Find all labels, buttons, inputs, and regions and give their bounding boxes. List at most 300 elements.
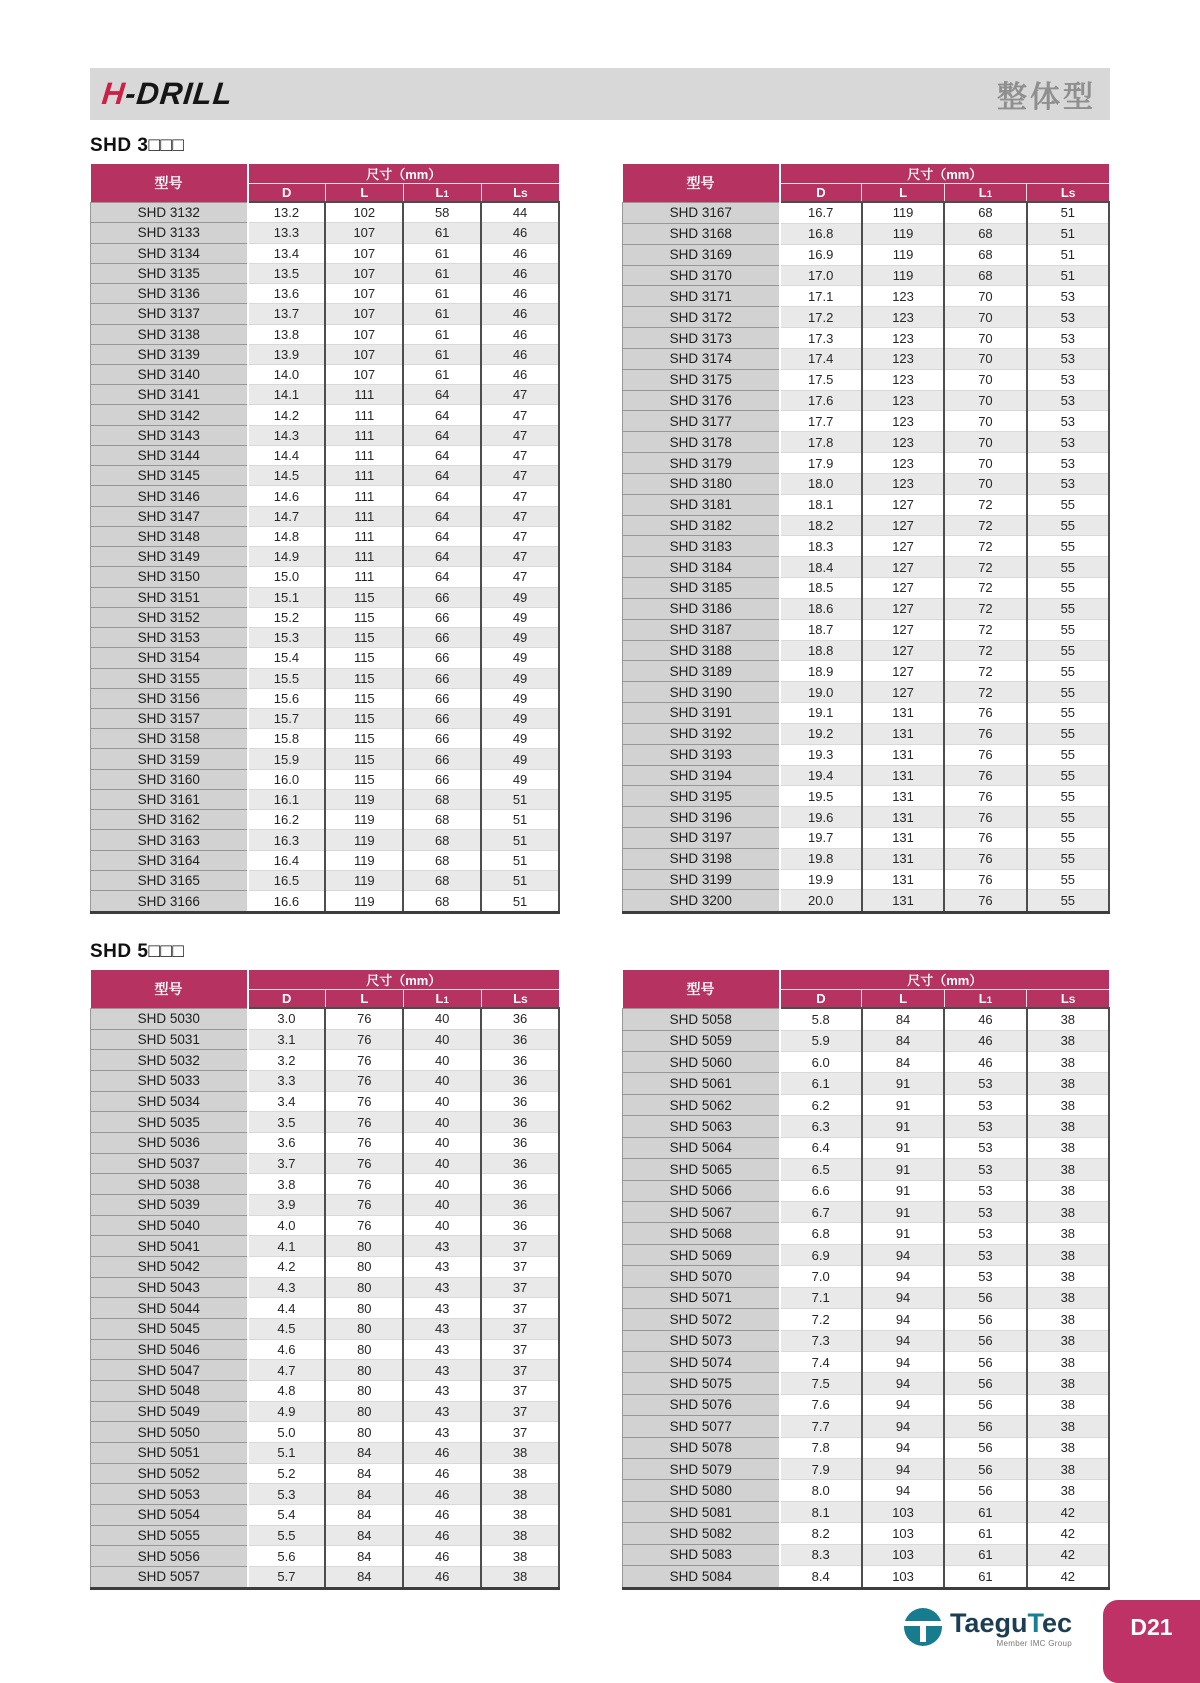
- value-cell: 15.6: [248, 688, 326, 708]
- value-cell: 14.3: [248, 425, 326, 445]
- value-cell: 72: [944, 494, 1026, 515]
- model-cell: SHD 3166: [91, 891, 248, 913]
- model-cell: SHD 3174: [623, 348, 780, 369]
- table-row: [623, 1330, 1110, 1351]
- value-cell: 40: [403, 1133, 481, 1154]
- model-cell: SHD 3193: [623, 744, 780, 765]
- table-row: [91, 1174, 560, 1195]
- value-cell: 70: [944, 286, 1026, 307]
- value-cell: 8.2: [780, 1523, 862, 1544]
- value-cell: 14.9: [248, 547, 326, 567]
- value-cell: 123: [862, 307, 944, 328]
- dim-column-header: LS: [1027, 184, 1109, 203]
- value-cell: 131: [862, 703, 944, 724]
- value-cell: 107: [325, 365, 403, 385]
- table-row: [91, 304, 560, 324]
- model-cell: SHD 3165: [91, 870, 248, 890]
- model-cell: SHD 5058: [623, 1008, 780, 1030]
- table-row: [623, 848, 1110, 869]
- dimensions-header: 尺寸（mm）: [780, 164, 1110, 184]
- value-cell: 115: [325, 769, 403, 789]
- value-cell: 13.7: [248, 304, 326, 324]
- table-row: [623, 786, 1110, 807]
- value-cell: 36: [481, 1153, 559, 1174]
- value-cell: 55: [1027, 786, 1109, 807]
- value-cell: 51: [481, 891, 559, 913]
- value-cell: 42: [1027, 1544, 1109, 1565]
- value-cell: 17.8: [780, 432, 862, 453]
- value-cell: 38: [1027, 1330, 1109, 1351]
- value-cell: 55: [1027, 578, 1109, 599]
- model-cell: SHD 3184: [623, 557, 780, 578]
- value-cell: 15.8: [248, 729, 326, 749]
- value-cell: 91: [862, 1094, 944, 1115]
- value-cell: 68: [403, 789, 481, 809]
- model-cell: SHD 5040: [91, 1215, 248, 1236]
- value-cell: 119: [325, 789, 403, 809]
- value-cell: 51: [1027, 265, 1109, 286]
- value-cell: 111: [325, 466, 403, 486]
- value-cell: 68: [403, 810, 481, 830]
- value-cell: 15.3: [248, 628, 326, 648]
- value-cell: 38: [1027, 1480, 1109, 1501]
- value-cell: 5.6: [248, 1546, 326, 1567]
- value-cell: 53: [1027, 369, 1109, 390]
- value-cell: 111: [325, 506, 403, 526]
- value-cell: 53: [944, 1159, 1026, 1180]
- value-cell: 49: [481, 769, 559, 789]
- value-cell: 46: [403, 1442, 481, 1463]
- value-cell: 84: [325, 1546, 403, 1567]
- value-cell: 51: [481, 810, 559, 830]
- value-cell: 4.7: [248, 1360, 326, 1381]
- value-cell: 8.3: [780, 1544, 862, 1565]
- model-cell: SHD 3188: [623, 640, 780, 661]
- value-cell: 49: [481, 587, 559, 607]
- dim-column-header: LS: [481, 990, 559, 1009]
- dim-column-header: D: [248, 184, 326, 203]
- value-cell: 14.4: [248, 445, 326, 465]
- value-cell: 76: [944, 890, 1026, 913]
- value-cell: 84: [862, 1030, 944, 1051]
- table-row: [623, 619, 1110, 640]
- value-cell: 51: [481, 789, 559, 809]
- model-cell: SHD 5084: [623, 1566, 780, 1589]
- value-cell: 72: [944, 536, 1026, 557]
- value-cell: 43: [403, 1318, 481, 1339]
- value-cell: 3.2: [248, 1050, 326, 1071]
- table-row: [623, 494, 1110, 515]
- model-cell: SHD 3197: [623, 828, 780, 849]
- value-cell: 37: [481, 1298, 559, 1319]
- value-cell: 38: [1027, 1266, 1109, 1287]
- value-cell: 13.6: [248, 284, 326, 304]
- model-cell: SHD 3158: [91, 729, 248, 749]
- value-cell: 4.8: [248, 1380, 326, 1401]
- value-cell: 115: [325, 607, 403, 627]
- value-cell: 14.5: [248, 466, 326, 486]
- value-cell: 55: [1027, 765, 1109, 786]
- value-cell: 4.1: [248, 1236, 326, 1257]
- dim-column-header: L: [862, 184, 944, 203]
- model-cell: SHD 3163: [91, 830, 248, 850]
- value-cell: 7.1: [780, 1287, 862, 1308]
- value-cell: 58: [403, 202, 481, 223]
- value-cell: 14.7: [248, 506, 326, 526]
- value-cell: 40: [403, 1029, 481, 1050]
- value-cell: 53: [944, 1201, 1026, 1222]
- value-cell: 76: [944, 723, 1026, 744]
- table-row: [91, 405, 560, 425]
- value-cell: 61: [944, 1501, 1026, 1522]
- value-cell: 43: [403, 1236, 481, 1257]
- value-cell: 19.6: [780, 807, 862, 828]
- value-cell: 127: [862, 640, 944, 661]
- table-row: [91, 1133, 560, 1154]
- value-cell: 53: [944, 1137, 1026, 1158]
- value-cell: 37: [481, 1257, 559, 1278]
- value-cell: 68: [944, 265, 1026, 286]
- table-row: [91, 830, 560, 850]
- value-cell: 46: [403, 1504, 481, 1525]
- value-cell: 53: [1027, 328, 1109, 349]
- value-cell: 4.9: [248, 1401, 326, 1422]
- model-cell: SHD 3186: [623, 598, 780, 619]
- shd5-table-right: [622, 970, 1110, 1590]
- value-cell: 123: [862, 390, 944, 411]
- value-cell: 13.4: [248, 243, 326, 263]
- section-shd5: [90, 941, 1110, 1590]
- value-cell: 38: [1027, 1416, 1109, 1437]
- value-cell: 84: [325, 1566, 403, 1588]
- shd5-tables-row: [90, 970, 1110, 1590]
- table-row: [91, 1112, 560, 1133]
- value-cell: 61: [944, 1566, 1026, 1589]
- value-cell: 38: [1027, 1159, 1109, 1180]
- value-cell: 49: [481, 688, 559, 708]
- table-row: [91, 1071, 560, 1092]
- value-cell: 72: [944, 598, 1026, 619]
- value-cell: 37: [481, 1422, 559, 1443]
- value-cell: 13.8: [248, 324, 326, 344]
- value-cell: 15.9: [248, 749, 326, 769]
- value-cell: 3.1: [248, 1029, 326, 1050]
- value-cell: 53: [1027, 432, 1109, 453]
- value-cell: 36: [481, 1174, 559, 1195]
- value-cell: 53: [944, 1244, 1026, 1265]
- table-row: [623, 1094, 1110, 1115]
- value-cell: 102: [325, 202, 403, 223]
- model-cell: SHD 5054: [91, 1504, 248, 1525]
- value-cell: 38: [1027, 1052, 1109, 1073]
- model-cell: SHD 3173: [623, 328, 780, 349]
- model-cell: SHD 3136: [91, 284, 248, 304]
- value-cell: 17.6: [780, 390, 862, 411]
- value-cell: 7.2: [780, 1309, 862, 1330]
- value-cell: 38: [1027, 1116, 1109, 1137]
- value-cell: 131: [862, 890, 944, 913]
- value-cell: 111: [325, 445, 403, 465]
- value-cell: 64: [403, 385, 481, 405]
- value-cell: 84: [325, 1484, 403, 1505]
- table-row: [91, 688, 560, 708]
- value-cell: 66: [403, 607, 481, 627]
- value-cell: 123: [862, 432, 944, 453]
- value-cell: 103: [862, 1523, 944, 1544]
- model-cell: SHD 3147: [91, 506, 248, 526]
- table-row: [91, 1339, 560, 1360]
- table-row: [623, 598, 1110, 619]
- model-cell: SHD 3155: [91, 668, 248, 688]
- value-cell: 84: [325, 1525, 403, 1546]
- value-cell: 91: [862, 1116, 944, 1137]
- value-cell: 56: [944, 1459, 1026, 1480]
- value-cell: 56: [944, 1309, 1026, 1330]
- table-row: [623, 1373, 1110, 1394]
- value-cell: 64: [403, 486, 481, 506]
- value-cell: 15.5: [248, 668, 326, 688]
- table-row: [91, 1091, 560, 1112]
- value-cell: 61: [403, 365, 481, 385]
- table-row: [91, 1257, 560, 1278]
- value-cell: 103: [862, 1544, 944, 1565]
- model-column-header: 型号: [91, 164, 248, 202]
- model-column-header: 型号: [623, 970, 780, 1008]
- model-cell: SHD 5030: [91, 1008, 248, 1029]
- value-cell: 36: [481, 1195, 559, 1216]
- value-cell: 46: [481, 304, 559, 324]
- value-cell: 7.0: [780, 1266, 862, 1287]
- value-cell: 119: [862, 202, 944, 223]
- table-row: [91, 1504, 560, 1525]
- value-cell: 51: [1027, 202, 1109, 223]
- value-cell: 51: [481, 870, 559, 890]
- dimensions-header: 尺寸（mm）: [248, 164, 560, 184]
- dim-column-header: L1: [403, 184, 481, 203]
- model-cell: SHD 5080: [623, 1480, 780, 1501]
- table-row: [623, 1459, 1110, 1480]
- value-cell: 38: [1027, 1094, 1109, 1115]
- table-row: [623, 1437, 1110, 1458]
- value-cell: 80: [325, 1236, 403, 1257]
- value-cell: 70: [944, 411, 1026, 432]
- model-cell: SHD 5057: [91, 1566, 248, 1588]
- value-cell: 68: [944, 202, 1026, 223]
- table-row: [91, 1277, 560, 1298]
- value-cell: 19.9: [780, 869, 862, 890]
- value-cell: 55: [1027, 598, 1109, 619]
- value-cell: 40: [403, 1195, 481, 1216]
- value-cell: 51: [1027, 244, 1109, 265]
- dim-column-header: L1: [944, 184, 1026, 203]
- table-row: [91, 1546, 560, 1567]
- value-cell: 107: [325, 284, 403, 304]
- value-cell: 70: [944, 307, 1026, 328]
- table-row: [91, 324, 560, 344]
- table-row: [623, 890, 1110, 913]
- table-row: [91, 466, 560, 486]
- value-cell: 66: [403, 648, 481, 668]
- section-shd3-title: SHD 3□□□: [90, 135, 185, 156]
- value-cell: 43: [403, 1422, 481, 1443]
- value-cell: 123: [862, 328, 944, 349]
- value-cell: 72: [944, 661, 1026, 682]
- value-cell: 61: [403, 243, 481, 263]
- value-cell: 56: [944, 1480, 1026, 1501]
- value-cell: 70: [944, 369, 1026, 390]
- table-row: [91, 1422, 560, 1443]
- model-cell: SHD 3164: [91, 850, 248, 870]
- value-cell: 6.7: [780, 1201, 862, 1222]
- value-cell: 84: [325, 1463, 403, 1484]
- value-cell: 72: [944, 682, 1026, 703]
- table-row: [91, 1318, 560, 1339]
- value-cell: 127: [862, 494, 944, 515]
- table-row: [623, 1416, 1110, 1437]
- value-cell: 131: [862, 723, 944, 744]
- value-cell: 36: [481, 1215, 559, 1236]
- value-cell: 84: [862, 1052, 944, 1073]
- value-cell: 131: [862, 848, 944, 869]
- value-cell: 84: [325, 1504, 403, 1525]
- value-cell: 91: [862, 1180, 944, 1201]
- model-cell: SHD 3198: [623, 848, 780, 869]
- value-cell: 53: [1027, 348, 1109, 369]
- model-cell: SHD 3157: [91, 709, 248, 729]
- dimensions-header: 尺寸（mm）: [780, 970, 1110, 990]
- value-cell: 38: [481, 1566, 559, 1588]
- value-cell: 70: [944, 473, 1026, 494]
- value-cell: 68: [403, 830, 481, 850]
- value-cell: 40: [403, 1008, 481, 1029]
- table-row: [623, 765, 1110, 786]
- shd3-table-left: [90, 164, 560, 914]
- value-cell: 17.3: [780, 328, 862, 349]
- model-cell: SHD 5061: [623, 1073, 780, 1094]
- brand-logo: [100, 76, 235, 112]
- table-row: [623, 1159, 1110, 1180]
- value-cell: 111: [325, 526, 403, 546]
- value-cell: 18.3: [780, 536, 862, 557]
- value-cell: 16.2: [248, 810, 326, 830]
- table-row: [91, 1401, 560, 1422]
- table-row: [91, 789, 560, 809]
- value-cell: 55: [1027, 536, 1109, 557]
- table-row: [623, 723, 1110, 744]
- model-cell: SHD 3162: [91, 810, 248, 830]
- table-row: [623, 1052, 1110, 1073]
- table-row: [91, 1298, 560, 1319]
- value-cell: 38: [1027, 1180, 1109, 1201]
- model-cell: SHD 3170: [623, 265, 780, 286]
- value-cell: 13.2: [248, 202, 326, 223]
- value-cell: 16.9: [780, 244, 862, 265]
- model-cell: SHD 3132: [91, 202, 248, 223]
- value-cell: 18.2: [780, 515, 862, 536]
- value-cell: 103: [862, 1501, 944, 1522]
- value-cell: 64: [403, 466, 481, 486]
- table-row: [91, 729, 560, 749]
- value-cell: 46: [481, 344, 559, 364]
- model-cell: SHD 5062: [623, 1094, 780, 1115]
- value-cell: 61: [403, 304, 481, 324]
- value-cell: 56: [944, 1330, 1026, 1351]
- value-cell: 94: [862, 1416, 944, 1437]
- value-cell: 4.5: [248, 1318, 326, 1339]
- value-cell: 43: [403, 1360, 481, 1381]
- value-cell: 15.2: [248, 607, 326, 627]
- value-cell: 76: [325, 1195, 403, 1216]
- value-cell: 19.4: [780, 765, 862, 786]
- value-cell: 16.1: [248, 789, 326, 809]
- table-row: [623, 557, 1110, 578]
- dim-column-header: D: [780, 990, 862, 1009]
- table-row: [623, 536, 1110, 557]
- model-cell: SHD 3141: [91, 385, 248, 405]
- value-cell: 38: [1027, 1008, 1109, 1030]
- value-cell: 43: [403, 1298, 481, 1319]
- value-cell: 66: [403, 668, 481, 688]
- value-cell: 76: [944, 807, 1026, 828]
- page-number: D21: [1130, 1614, 1173, 1640]
- model-cell: SHD 5053: [91, 1484, 248, 1505]
- value-cell: 40: [403, 1174, 481, 1195]
- model-cell: SHD 5043: [91, 1277, 248, 1298]
- value-cell: 3.5: [248, 1112, 326, 1133]
- value-cell: 76: [325, 1008, 403, 1029]
- value-cell: 43: [403, 1339, 481, 1360]
- table-row: [91, 1525, 560, 1546]
- value-cell: 53: [1027, 286, 1109, 307]
- table-row: [623, 828, 1110, 849]
- value-cell: 53: [1027, 390, 1109, 411]
- value-cell: 94: [862, 1394, 944, 1415]
- model-cell: SHD 5068: [623, 1223, 780, 1244]
- value-cell: 47: [481, 567, 559, 587]
- value-cell: 53: [944, 1094, 1026, 1115]
- value-cell: 115: [325, 749, 403, 769]
- value-cell: 46: [944, 1052, 1026, 1073]
- value-cell: 94: [862, 1373, 944, 1394]
- value-cell: 55: [1027, 640, 1109, 661]
- value-cell: 68: [944, 244, 1026, 265]
- table-row: [623, 744, 1110, 765]
- model-cell: SHD 5050: [91, 1422, 248, 1443]
- value-cell: 38: [1027, 1287, 1109, 1308]
- value-cell: 76: [325, 1050, 403, 1071]
- value-cell: 76: [325, 1215, 403, 1236]
- value-cell: 61: [944, 1523, 1026, 1544]
- value-cell: 7.9: [780, 1459, 862, 1480]
- value-cell: 47: [481, 425, 559, 445]
- value-cell: 38: [1027, 1137, 1109, 1158]
- model-cell: SHD 3156: [91, 688, 248, 708]
- model-cell: SHD 5039: [91, 1195, 248, 1216]
- value-cell: 91: [862, 1137, 944, 1158]
- value-cell: 16.8: [780, 223, 862, 244]
- model-cell: SHD 3187: [623, 619, 780, 640]
- model-cell: SHD 5077: [623, 1416, 780, 1437]
- brand-first-letter: H: [100, 76, 128, 111]
- value-cell: 43: [403, 1380, 481, 1401]
- value-cell: 14.8: [248, 526, 326, 546]
- value-cell: 91: [862, 1159, 944, 1180]
- model-cell: SHD 3160: [91, 769, 248, 789]
- value-cell: 16.5: [248, 870, 326, 890]
- model-cell: SHD 5083: [623, 1544, 780, 1565]
- value-cell: 6.4: [780, 1137, 862, 1158]
- value-cell: 38: [1027, 1244, 1109, 1265]
